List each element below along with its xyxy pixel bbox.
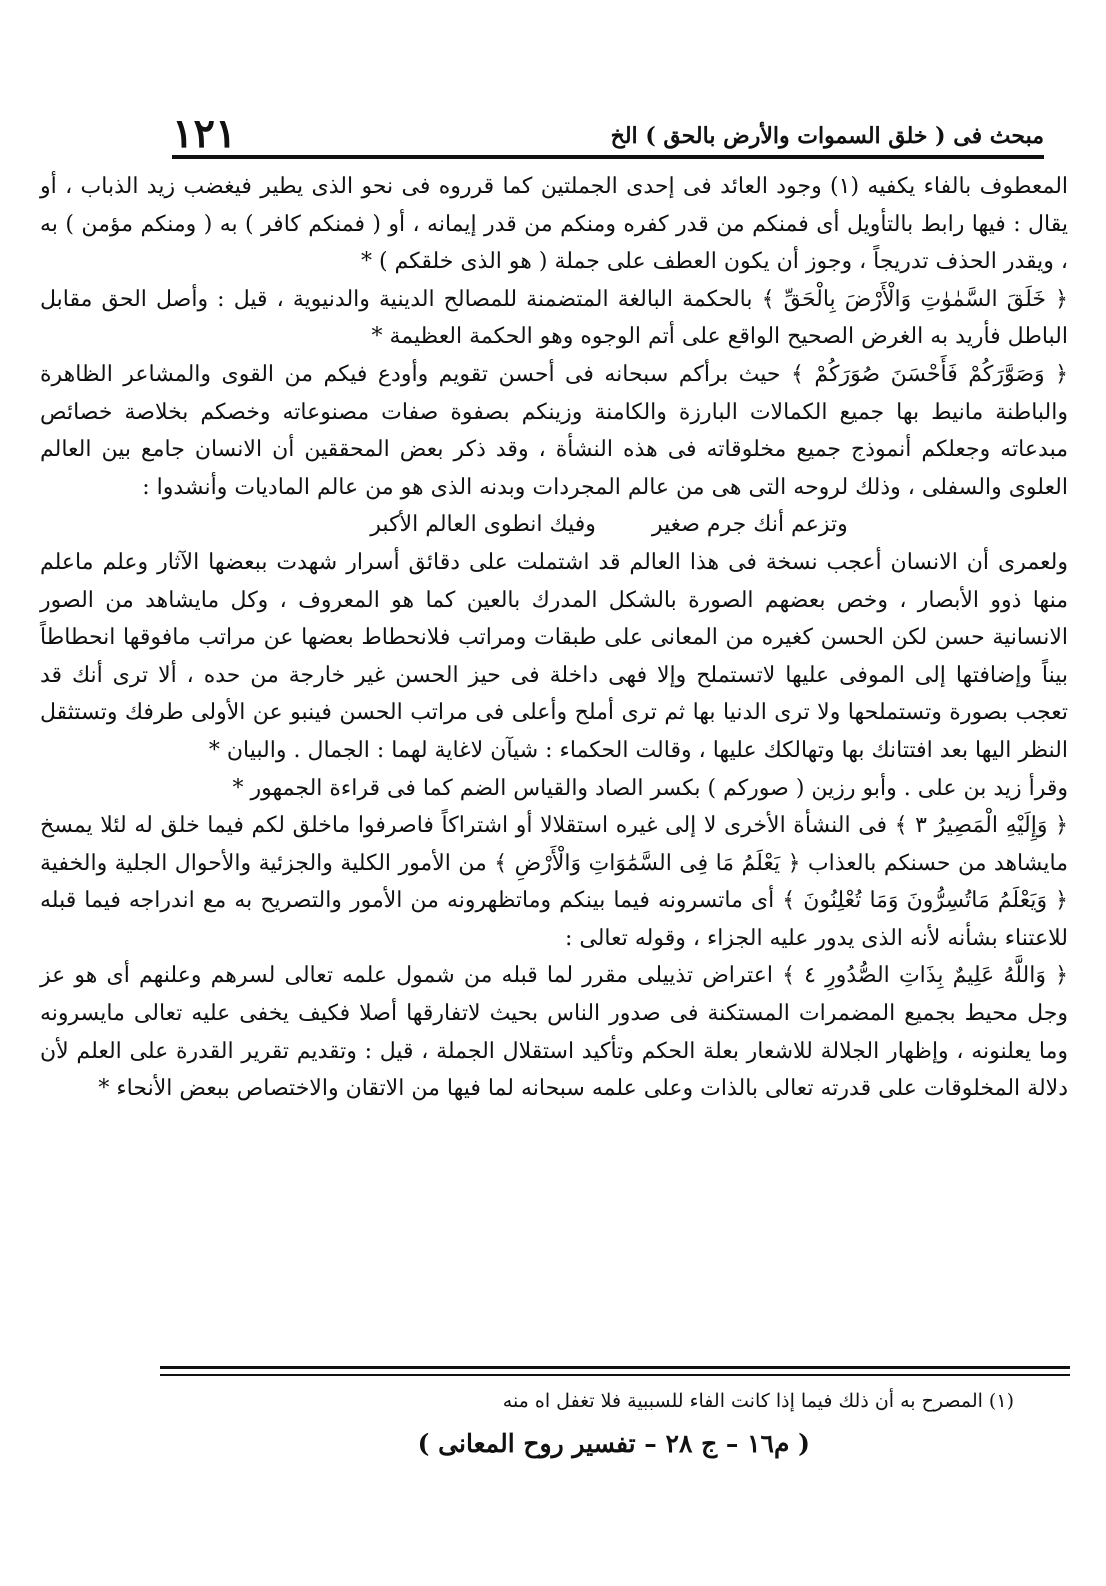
printer-signature: ( م١٦ – ج ٢٨ – تفسير روح المعانى ): [417, 1429, 810, 1458]
page-number: ١٢١: [172, 110, 237, 157]
poetry-verse: [40, 506, 1068, 544]
verse-first-hemistich: وتزعم أنك جرم صغير: [651, 512, 848, 538]
footnote: (١) المصرح به أن ذلك فيما إذا كانت الفاء للسببية فلا تغفل اه منه: [502, 1390, 1014, 1412]
paragraph: ﴿ وَاللَّهُ عَلِيمٌ بِذَاتِ الصُّدُورِ ٤ ﴾ اعتراض تذييلى مقرر لما قبله من شمول علمه تعالى لسرهم وعلنهم أى هو عز وجل محيط بجميع المضمرات المستكنة فى صدور الناس بحيث لاتفارقها أصلا فكيف يخفى عليه تعالى مايسرونه وما يعلنونه ، وإظهار الجلالة للاشعار بعلة الحكم وتأكيد استقلال الجملة ، قيل : وتقديم تقرير القدرة على العلم لأن دلالة المخلوقات على قدرته تعالى بالذات وعلى علمه سبحانه لما فيها من الاتقان والاختصاص ببعض الأنحاء *: [40, 963, 1068, 1102]
verse-second-hemistich: وفيك انطوى العالم الأكبر: [370, 512, 596, 538]
paragraph: المعطوف بالفاء يكفيه (١) وجود العائد فى إحدى الجملتين كما قرروه فى نحو الذى يطير فيغضب زيد الذباب ، أو يقال : فيها رابط بالتأويل أى فمنكم من قدر كفره ومنكم من قدر إيمانه ، أو ( فمنكم كافر ) به ( ومنكم مؤمن ) به ، ويقدر الحذف تدريجاً ، وجوز أن يكون العطف على جملة ( هو الذى خلقكم ) *: [40, 174, 1069, 275]
main-text: [40, 168, 1068, 1108]
paragraph: ﴿ خَلَقَ السَّمٰوٰتِ وَالْأَرْضَ بِالْحَقِّ ﴾ بالحكمة البالغة المتضمنة للمصالح الدينية والدنيوية ، قيل : وأصل الحق مقابل الباطل فأريد به الغرض الصحيح الواقع على أتم الوجوه وهو الحكمة العظيمة *: [40, 286, 1068, 350]
paragraph: وقرأ زيد بن على . وأبو رزين ( صوركم ) بكسر الصاد والقياس الضم كما فى قراءة الجمهور *: [232, 775, 1068, 801]
header-rule: [172, 155, 1044, 159]
paragraph: ولعمرى أن الانسان أعجب نسخة فى هذا العالم قد اشتملت على دقائق أسرار شهدت ببعضها الآثار وعلم ماعلم منها ذوو الأبصار ، وخص بعضهم الصورة بالشكل المدرك بالعين كما هو المعروف ، وكل مايشاهد من الصور الانسانية حسن لكن الحسن كغيره من المعانى على طبقات ومراتب فلانحطاط بعضها عن مراتب مافوقها انحطاطاً بيناً وإضافتها إلى الموفى عليها لاتستملح وإلا فهى داخلة فى حيز الحسن غير خارجة من حده ، ألا ترى أنك قد تعجب بصورة وتستملحها ولا ترى الدنيا بها ثم ترى أملح وأعلى فى مراتب الحسن فينبو عن الأولى طرفك وتستثقل النظر اليها بعد افتتانك بها وتهالكك عليها ، وقالت الحكماء : شيآن لاغاية لهما : الجمال . والبيان *: [40, 549, 1068, 763]
running-title: مبحث فى ( خلق السموات والأرض بالحق ) الخ: [610, 123, 1044, 149]
page-header: [172, 112, 1044, 156]
paragraph: ﴿ وَإِلَيْهِ الْمَصِيرُ ٣ ﴾ فى النشأة الأخرى لا إلى غيره استقلالا أو اشتراكاً فاصرفوا ماخلق لكم فيما خلق له لئلا يمسخ مايشاهد من حسنكم بالعذاب ﴿ يَعْلَمُ مَا فِى السَّمَٰوَاتِ وَالْأَرْضِ ﴾ من الأمور الكلية والجزئية والأحوال الجلية والخفية ﴿ وَيَعْلَمُ مَاتُسِرُّونَ وَمَا تُعْلِنُونَ ﴾ أى ماتسرونه فيما بينكم وماتظهرونه من الأمور والتصريح به مع اندراجه فيما قبله للاعتناء بشأنه لأنه الذى يدور عليه الجزاء ، وقوله تعالى :: [40, 813, 1068, 951]
footnote-rule: [160, 1366, 1070, 1369]
paragraph: ﴿ وَصَوَّرَكُمْ فَأَحْسَنَ صُوَرَكُمْ ﴾ حيث برأكم سبحانه فى أحسن تقويم وأودع فيكم من القوى والمشاعر الظاهرة والباطنة مانيط بها جميع الكمالات البارزة والكامنة وزينكم بصفوة صفات مصنوعاته وخصكم بخلاصة خصائص مبدعاته وجعلكم أنموذج جميع مخلوقاته فى هذه النشأة ، وقد ذكر بعض المحققين أن الانسان جامع بين العالم العلوى والسفلى ، وذلك لروحه التى هى من عالم المجردات وبدنه الذى هو من عالم الماديات وأنشدوا :: [40, 361, 1068, 500]
footnote-rule-secondary: [160, 1374, 1070, 1376]
